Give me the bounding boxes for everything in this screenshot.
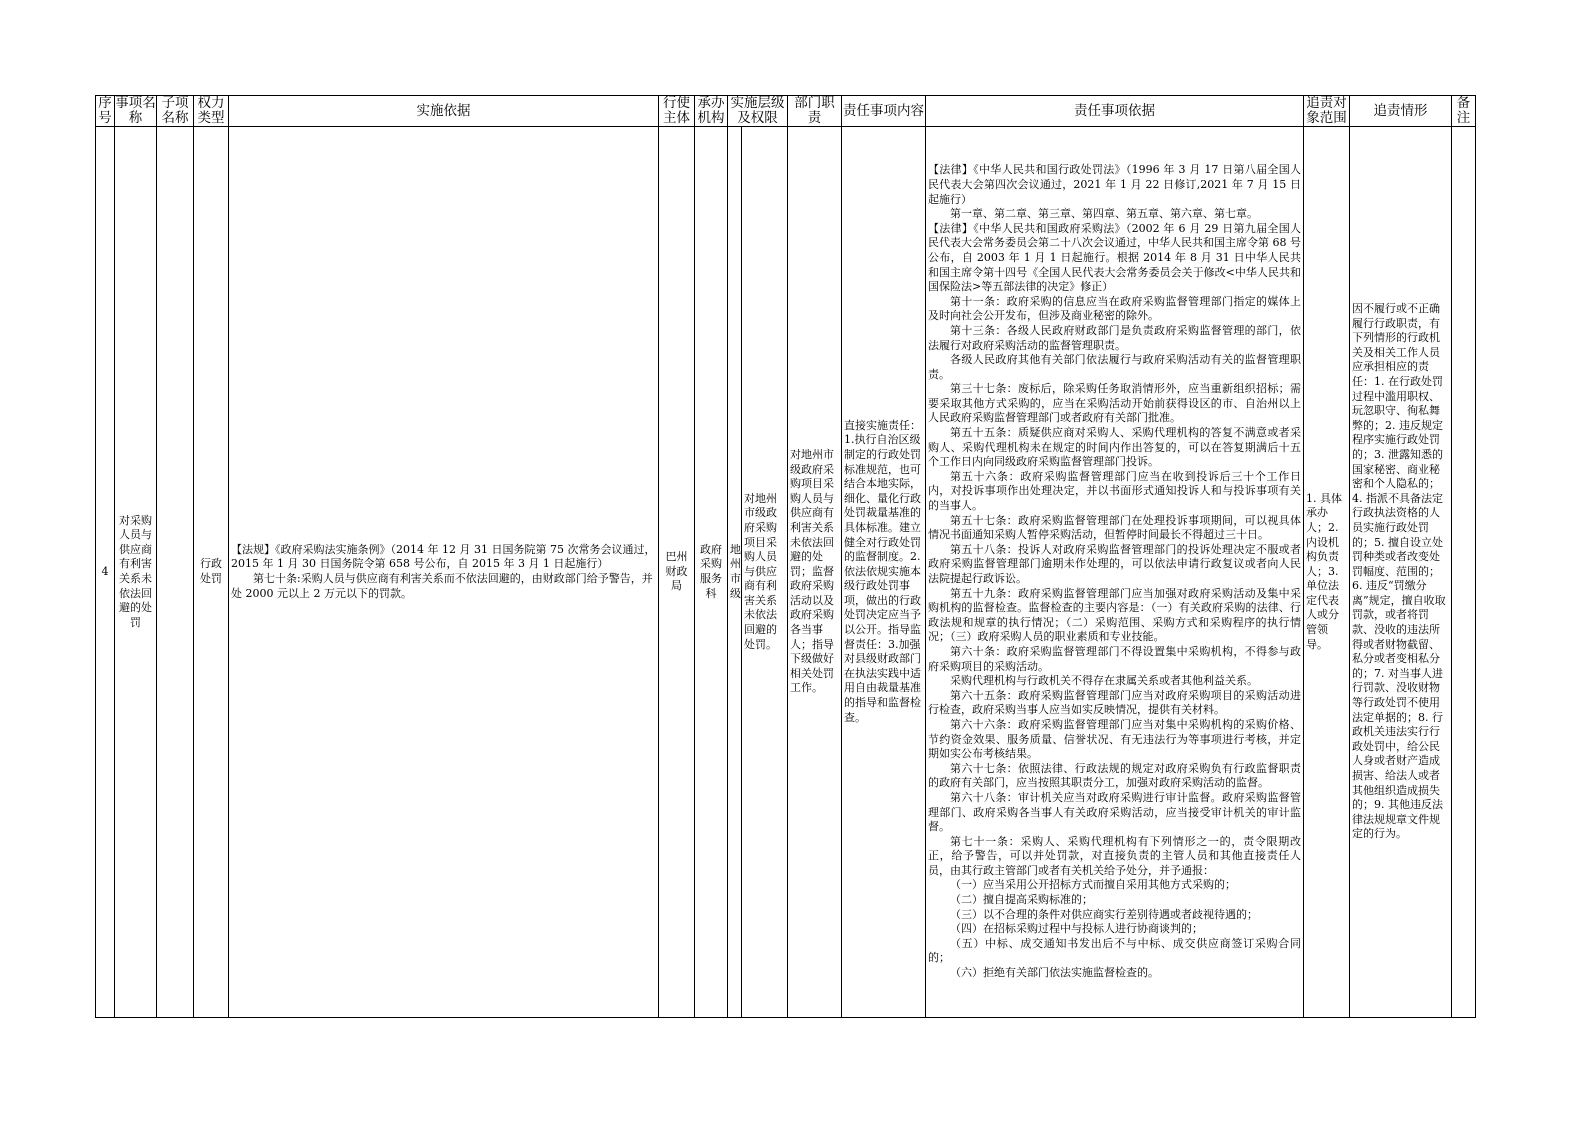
resp-basis-paragraph: （一）应当采用公开招标方式而擅自采用其他方式采购的； xyxy=(950,878,1236,892)
cell-seq: 4 xyxy=(96,127,115,1018)
resp-basis-paragraph: 第一章、第二章、第三章、第四章、第五章、第六章、第七章。 xyxy=(950,207,1258,221)
cell-agency: 政府采购服务科 xyxy=(695,127,728,1018)
basis-title: 【法规】《政府采购法实施条例》（2014 年 12 月 31 日国务院第 75 次常务会议通过，2015 年 1 月 30 日国务院令第 658 号公布，自 2015 年 3 月 1 日起施行） xyxy=(231,542,656,571)
cell-level-short: 地州市级 xyxy=(728,127,742,1018)
cell-sub-item xyxy=(157,127,194,1018)
resp-basis-paragraph: 第七十一条：采购人、采购代理机构有下列情形之一的，责令限期改正，给予警告，可以并处罚款，对直接负责的主管人员和其他直接责任人员，由其行政主管部门或者有关机关给予处分，并予通报： xyxy=(928,834,1301,877)
resp-basis-paragraph: 第六十八条：审计机关应当对政府采购进行审计监督。政府采购监督管理部门、政府采购各当事人有关政府采购活动，应当接受审计机关的审计监督。 xyxy=(928,790,1301,834)
header-item-name: 事项名称 xyxy=(115,95,156,126)
header-seq: 序号 xyxy=(96,96,115,127)
resp-basis-paragraph: 第五十九条：政府采购监督管理部门应当加强对政府采购活动及集中采购机构的监督检查。监督检查的主要内容是：（一）有关政府采购的法律、行政法规和规章的执行情况；（二）采购范围、采购方式和采购程序的执行情况；（三）政府采购人员的职业素质和专业技能。 xyxy=(928,586,1301,644)
header-situations: 追责情形 xyxy=(1350,96,1452,127)
header-remark: 备注 xyxy=(1452,96,1476,127)
resp-basis-paragraph: 第五十六条：政府采购监督管理部门应当在收到投诉后三十个工作日内，对投诉事项作出处理决定，并以书面形式通知投诉人和与投诉事项有关的当事人。 xyxy=(928,469,1301,513)
header-resp-content: 责任事项内容 xyxy=(842,96,926,127)
cell-dept-duty: 对地州市级政府采购项目采购人员与供应商有利害关系未依法回避的处罚；监督政府采购活动以及政府采购各当事人；指导下级做好相关处罚工作。 xyxy=(788,127,842,1018)
cell-item-name: 对采购人员与供应商有利害关系未依法回避的处罚 xyxy=(115,127,157,1018)
resp-basis-paragraph: （四）在招标采购过程中与投标人进行协商谈判的； xyxy=(950,922,1203,936)
basis-article: 第七十条:采购人员与供应商有利害关系而不依法回避的，由财政部门给予警告，并处 2000 元以上 2 万元以下的罚款。 xyxy=(231,572,653,600)
cell-resp-content: 直接实施责任：1.执行自治区级制定的行政处罚标准规范，也可结合本地实际，细化、量化行政处罚裁量基准的具体标准。建立健全对行政处罚的监督制度。2.依法依规实施本级行政处罚事项，做出的行政处罚决定应当予以公开。指导监督责任：3.加强对县级财政部门在执法实践中适用自由裁量基准的指导和监督检查。 xyxy=(842,127,926,1018)
resp-basis-paragraph: 第十三条：各级人民政府财政部门是负责政府采购监督管理的部门，依法履行对政府采购活动的监督管理职责。 xyxy=(928,323,1301,352)
header-power-type: 权力类型 xyxy=(194,96,229,127)
resp-basis-paragraph: （三）以不合理的条件对供应商实行差别待遇或者歧视待遇的； xyxy=(950,907,1258,921)
header-dept-duty: 部门职责 xyxy=(788,96,842,127)
resp-basis-paragraph: 【法律】《中华人民共和国行政处罚法》（1996 年 3 月 17 日第八届全国人民代表大会第四次会议通过，2021 年 1 月 22 日修订,2021 年 7 月 15 日起施行） xyxy=(928,163,1301,206)
resp-basis-paragraph: （五）中标、成交通知书发出后不与中标、成交供应商签订采购合同的； xyxy=(928,936,1301,965)
cell-remark xyxy=(1452,127,1476,1018)
resp-basis-paragraph: （六）拒绝有关部门依法实施监督检查的。 xyxy=(950,966,1159,980)
cell-basis xyxy=(229,127,659,1018)
resp-basis-paragraph: 各级人民政府其他有关部门依法履行与政府采购活动有关的监督管理职责。 xyxy=(928,353,1301,381)
resp-basis-paragraph: 第六十七条：依照法律、行政法规的规定对政府采购负有行政监督职责的政府有关部门，应当按照其职责分工，加强对政府采购活动的监督。 xyxy=(928,761,1301,790)
resp-basis-paragraph: 第三十七条：废标后，除采购任务取消情形外，应当重新组织招标；需要采取其他方式采购的，应当在采购活动开始前获得设区的市、自治州以上人民政府采购监督管理部门或者政府有关部门批准。 xyxy=(928,382,1301,425)
power-list-table xyxy=(95,95,1476,1018)
table-row xyxy=(96,127,1476,1018)
resp-basis-paragraph: 第六十条：政府采购监督管理部门不得设置集中采购机构，不得参与政府采购项目的采购活动。 xyxy=(928,644,1301,673)
resp-basis-paragraph: 第六十五条：政府采购监督管理部门应当对政府采购项目的采购活动进行检查，政府采购当事人应当如实反映情况，提供有关材料。 xyxy=(928,688,1301,717)
resp-basis-paragraph: 第五十五条：质疑供应商对采购人、采购代理机构的答复不满意或者采购人、采购代理机构未在规定的时间内作出答复的，可以在答复期满后十五个工作日内向同级政府采购监督管理部门投诉。 xyxy=(928,426,1301,469)
cell-subject: 巴州财政局 xyxy=(659,127,695,1018)
cell-power-type: 行政处罚 xyxy=(194,127,229,1018)
header-sub-item: 子项名称 xyxy=(157,96,194,127)
resp-basis-paragraph: 【法律】《中华人民共和国政府采购法》（2002 年 6 月 29 日第九届全国人民代表大会常务委员会第二十八次会议通过，中华人民共和国主席令第 68 号公布，自 2003 年 1 月 1 日起施行。根据 2014 年 8 月 31 日中华人民共和国主席令第十四号《全国人民代表大会常务委员会关于修改<中华人民共和国保险法>等五部法律的决定》修正） xyxy=(928,221,1301,294)
header-row xyxy=(96,96,1476,127)
header-agency: 承办机构 xyxy=(695,96,728,127)
cell-scope: 1. 具体承办人；2. 内设机构负责人；3. 单位法定代表人或分管领导。 xyxy=(1304,127,1350,1018)
resp-basis-paragraph: 第十一条：政府采购的信息应当在政府采购监督管理部门指定的媒体上及时向社会公开发布，但涉及商业秘密的除外。 xyxy=(928,294,1301,323)
cell-situations: 因不履行或不正确履行行政职责，有下列情形的行政机关及相关工作人员应承担相应的责任：1. 在行政处罚过程中滥用职权、玩忽职守、徇私舞弊的；2. 违反规定程序实施行政处罚的；3. 泄露知悉的国家秘密、商业秘密和个人隐私的；4. 指派不具备法定行政执法资格的人员实施行政处罚的；5. 擅自设立处罚种类或者改变处罚幅度、范围的；6. 违反“罚缴分离”规定，擅自收取罚款，或者将罚款、没收的违法所得或者财物截留、私分或者变相私分的；7. 对当事人进行罚款、没收财物等行政处罚不使用法定单据的；8. 行政机关违法实行行政处罚中，给公民人身或者财产造成损害、给法人或者其他组织造成损失的；9. 其他违反法律法规规章文件规定的行为。 xyxy=(1350,127,1452,1018)
resp-basis-paragraph: 第五十八条：投诉人对政府采购监督管理部门的投诉处理决定不服或者政府采购监督管理部门逾期未作处理的，可以依法申请行政复议或者向人民法院提起行政诉讼。 xyxy=(928,542,1301,585)
resp-basis-paragraph: 采购代理机构与行政机关不得存在隶属关系或者其他利益关系。 xyxy=(950,674,1258,688)
header-basis: 实施依据 xyxy=(229,96,659,127)
header-level: 实施层级及权限 xyxy=(728,96,788,127)
cell-level-desc: 对地州市级政府采购项目采购人员与供应商有利害关系未依法回避的处罚。 xyxy=(742,127,788,1018)
resp-basis-paragraph: 第五十七条：政府采购监督管理部门在处理投诉事项期间，可以视具体情况书面通知采购人暂停采购活动，但暂停时间最长不得超过三十日。 xyxy=(928,513,1301,542)
cell-resp-basis xyxy=(926,127,1304,1018)
header-scope: 追责对象范围 xyxy=(1304,96,1350,127)
resp-basis-paragraph: 第六十六条：政府采购监督管理部门应当对集中采购机构的采购价格、节约资金效果、服务质量、信誉状况、有无违法行为等事项进行考核，并定期如实公布考核结果。 xyxy=(928,717,1301,761)
header-subject: 行使主体 xyxy=(659,96,695,127)
header-resp-basis: 责任事项依据 xyxy=(926,96,1304,127)
resp-basis-paragraph: （二）擅自提高采购标准的； xyxy=(950,893,1093,907)
